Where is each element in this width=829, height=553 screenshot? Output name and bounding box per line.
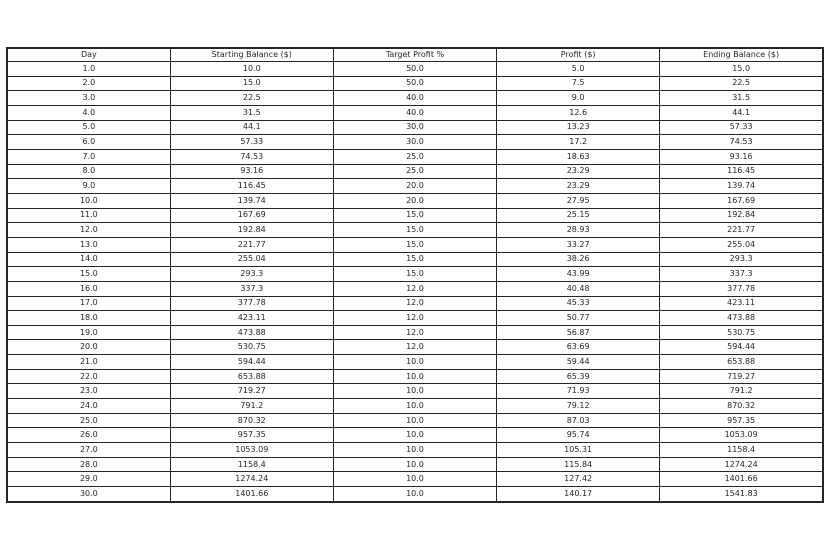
table-cell: 28.0: [7, 457, 170, 472]
table-cell: 15.0: [333, 237, 496, 252]
table-cell: 473.88: [170, 325, 333, 340]
table-cell: 74.53: [170, 149, 333, 164]
table-cell: 13.0: [7, 237, 170, 252]
table-cell: 10.0: [7, 193, 170, 208]
table-cell: 105.31: [497, 443, 660, 458]
table-cell: 57.33: [660, 120, 823, 135]
table-cell: 1401.66: [660, 472, 823, 487]
table-cell: 15.0: [333, 252, 496, 267]
table-cell: 23.29: [497, 164, 660, 179]
table-row: [7, 355, 823, 370]
table-row: [7, 487, 823, 502]
table-cell: 140.17: [497, 487, 660, 502]
table-cell: 22.0: [7, 369, 170, 384]
table-row: [7, 311, 823, 326]
table-cell: 1158.4: [170, 457, 333, 472]
table-cell: 12.0: [333, 311, 496, 326]
table-row: [7, 193, 823, 208]
table-cell: 40.48: [497, 281, 660, 296]
table-cell: 2.0: [7, 76, 170, 91]
table-cell: 221.77: [660, 223, 823, 238]
table-row: [7, 164, 823, 179]
table-row: [7, 105, 823, 120]
table-row: [7, 267, 823, 282]
table-cell: 10.0: [333, 443, 496, 458]
table-cell: 16.0: [7, 281, 170, 296]
table-cell: 79.12: [497, 399, 660, 414]
table-cell: 15.0: [333, 223, 496, 238]
table-cell: 15.0: [333, 267, 496, 282]
table-cell: 255.04: [170, 252, 333, 267]
table-cell: 1274.24: [170, 472, 333, 487]
table-cell: 19.0: [7, 325, 170, 340]
column-header: Target Profit %: [333, 48, 496, 62]
table-cell: 1053.09: [660, 428, 823, 443]
table-cell: 17.2: [497, 135, 660, 150]
table-row: [7, 443, 823, 458]
table-cell: 26.0: [7, 428, 170, 443]
table-cell: 31.5: [170, 105, 333, 120]
table-cell: 43.99: [497, 267, 660, 282]
table-cell: 44.1: [170, 120, 333, 135]
table-cell: 50.0: [333, 62, 496, 77]
table-row: [7, 252, 823, 267]
table-cell: 115.84: [497, 457, 660, 472]
table-cell: 22.5: [170, 91, 333, 106]
table-cell: 870.32: [660, 399, 823, 414]
table-cell: 1541.83: [660, 487, 823, 502]
table-row: [7, 208, 823, 223]
table-cell: 27.0: [7, 443, 170, 458]
table-row: [7, 237, 823, 252]
table-cell: 15.0: [170, 76, 333, 91]
table-cell: 337.3: [660, 267, 823, 282]
table-row: [7, 340, 823, 355]
table-cell: 25.0: [333, 149, 496, 164]
table-cell: 25.15: [497, 208, 660, 223]
table-cell: 29.0: [7, 472, 170, 487]
table-cell: 12.0: [333, 296, 496, 311]
table-cell: 473.88: [660, 311, 823, 326]
table-cell: 167.69: [170, 208, 333, 223]
table-cell: 57.33: [170, 135, 333, 150]
table-cell: 28.93: [497, 223, 660, 238]
table-cell: 30.0: [7, 487, 170, 502]
table-cell: 221.77: [170, 237, 333, 252]
table-cell: 10.0: [170, 62, 333, 77]
table-row: [7, 384, 823, 399]
table-row: [7, 325, 823, 340]
table-cell: 10.0: [333, 487, 496, 502]
table-row: [7, 135, 823, 150]
table-cell: 33.27: [497, 237, 660, 252]
table-cell: 139.74: [660, 179, 823, 194]
table-cell: 25.0: [7, 413, 170, 428]
table-cell: 10.0: [333, 413, 496, 428]
table-cell: 127.42: [497, 472, 660, 487]
table-cell: 423.11: [660, 296, 823, 311]
table-row: [7, 91, 823, 106]
table-row: [7, 457, 823, 472]
table-cell: 87.03: [497, 413, 660, 428]
table-cell: 8.0: [7, 164, 170, 179]
table-cell: 1274.24: [660, 457, 823, 472]
table-cell: 18.0: [7, 311, 170, 326]
table-cell: 10.0: [333, 355, 496, 370]
table-cell: 116.45: [170, 179, 333, 194]
table-cell: 10.0: [333, 457, 496, 472]
table-cell: 5.0: [7, 120, 170, 135]
table-cell: 293.3: [660, 252, 823, 267]
table-row: [7, 149, 823, 164]
table-cell: 377.78: [660, 281, 823, 296]
table-cell: 10.0: [333, 399, 496, 414]
table-cell: 6.0: [7, 135, 170, 150]
table-cell: 530.75: [170, 340, 333, 355]
table-cell: 377.78: [170, 296, 333, 311]
table-cell: 20.0: [333, 193, 496, 208]
table-cell: 63.69: [497, 340, 660, 355]
table-cell: 3.0: [7, 91, 170, 106]
table-cell: 30.0: [333, 135, 496, 150]
table-row: [7, 281, 823, 296]
table-row: [7, 472, 823, 487]
table-cell: 10.0: [333, 472, 496, 487]
table-cell: 870.32: [170, 413, 333, 428]
table-cell: 9.0: [497, 91, 660, 106]
table-cell: 59.44: [497, 355, 660, 370]
table-row: [7, 62, 823, 77]
table-cell: 12.0: [333, 325, 496, 340]
table-row: [7, 120, 823, 135]
table-cell: 23.29: [497, 179, 660, 194]
table-cell: 5.0: [497, 62, 660, 77]
table-cell: 167.69: [660, 193, 823, 208]
table-cell: 719.27: [170, 384, 333, 399]
table-cell: 45.33: [497, 296, 660, 311]
table-cell: 653.88: [170, 369, 333, 384]
table-row: [7, 413, 823, 428]
daily-profit-table: [6, 47, 824, 503]
table-cell: 13.23: [497, 120, 660, 135]
table-cell: 20.0: [7, 340, 170, 355]
table-cell: 1401.66: [170, 487, 333, 502]
table-cell: 40.0: [333, 91, 496, 106]
table-row: [7, 428, 823, 443]
table-cell: 74.53: [660, 135, 823, 150]
table-cell: 192.84: [660, 208, 823, 223]
table-cell: 791.2: [660, 384, 823, 399]
table-row: [7, 179, 823, 194]
table-cell: 9.0: [7, 179, 170, 194]
table-cell: 1158.4: [660, 443, 823, 458]
column-header: Day: [7, 48, 170, 62]
table-cell: 15.0: [333, 208, 496, 223]
table-cell: 10.0: [333, 384, 496, 399]
table-cell: 116.45: [660, 164, 823, 179]
table-cell: 10.0: [333, 369, 496, 384]
table-row: [7, 296, 823, 311]
table-cell: 12.0: [333, 340, 496, 355]
table-cell: 95.74: [497, 428, 660, 443]
table-cell: 14.0: [7, 252, 170, 267]
table-cell: 21.0: [7, 355, 170, 370]
table-cell: 23.0: [7, 384, 170, 399]
table-cell: 17.0: [7, 296, 170, 311]
table-cell: 653.88: [660, 355, 823, 370]
table-cell: 7.0: [7, 149, 170, 164]
table-cell: 65.39: [497, 369, 660, 384]
table-cell: 139.74: [170, 193, 333, 208]
table-cell: 15.0: [7, 267, 170, 282]
table-cell: 957.35: [660, 413, 823, 428]
column-header: Ending Balance ($): [660, 48, 823, 62]
table-cell: 22.5: [660, 76, 823, 91]
table-cell: 24.0: [7, 399, 170, 414]
table-cell: 10.0: [333, 428, 496, 443]
table-cell: 957.35: [170, 428, 333, 443]
table-cell: 719.27: [660, 369, 823, 384]
table-cell: 530.75: [660, 325, 823, 340]
table-cell: 93.16: [170, 164, 333, 179]
table-cell: 1053.09: [170, 443, 333, 458]
table-cell: 11.0: [7, 208, 170, 223]
table-cell: 18.63: [497, 149, 660, 164]
table-cell: 40.0: [333, 105, 496, 120]
table-cell: 4.0: [7, 105, 170, 120]
table-cell: 56.87: [497, 325, 660, 340]
table-cell: 31.5: [660, 91, 823, 106]
table-cell: 7.5: [497, 76, 660, 91]
table-cell: 594.44: [170, 355, 333, 370]
table-header-row: [7, 48, 823, 62]
table-header: [7, 48, 823, 62]
table-cell: 50.77: [497, 311, 660, 326]
table-cell: 255.04: [660, 237, 823, 252]
table-cell: 93.16: [660, 149, 823, 164]
column-header: Profit ($): [497, 48, 660, 62]
table-cell: 15.0: [660, 62, 823, 77]
table-cell: 44.1: [660, 105, 823, 120]
table-row: [7, 223, 823, 238]
column-header: Starting Balance ($): [170, 48, 333, 62]
table-body: [7, 62, 823, 503]
table-cell: 594.44: [660, 340, 823, 355]
table-cell: 38.26: [497, 252, 660, 267]
table-cell: 192.84: [170, 223, 333, 238]
table-cell: 1.0: [7, 62, 170, 77]
table-cell: 25.0: [333, 164, 496, 179]
table-cell: 293.3: [170, 267, 333, 282]
table-cell: 20.0: [333, 179, 496, 194]
table-cell: 337.3: [170, 281, 333, 296]
table-row: [7, 76, 823, 91]
table-cell: 27.95: [497, 193, 660, 208]
table-cell: 71.93: [497, 384, 660, 399]
table-cell: 12.0: [7, 223, 170, 238]
table-cell: 50.0: [333, 76, 496, 91]
table-row: [7, 399, 823, 414]
table-cell: 791.2: [170, 399, 333, 414]
table-cell: 30.0: [333, 120, 496, 135]
table-row: [7, 369, 823, 384]
table-cell: 12.6: [497, 105, 660, 120]
table-cell: 423.11: [170, 311, 333, 326]
table-cell: 12.0: [333, 281, 496, 296]
